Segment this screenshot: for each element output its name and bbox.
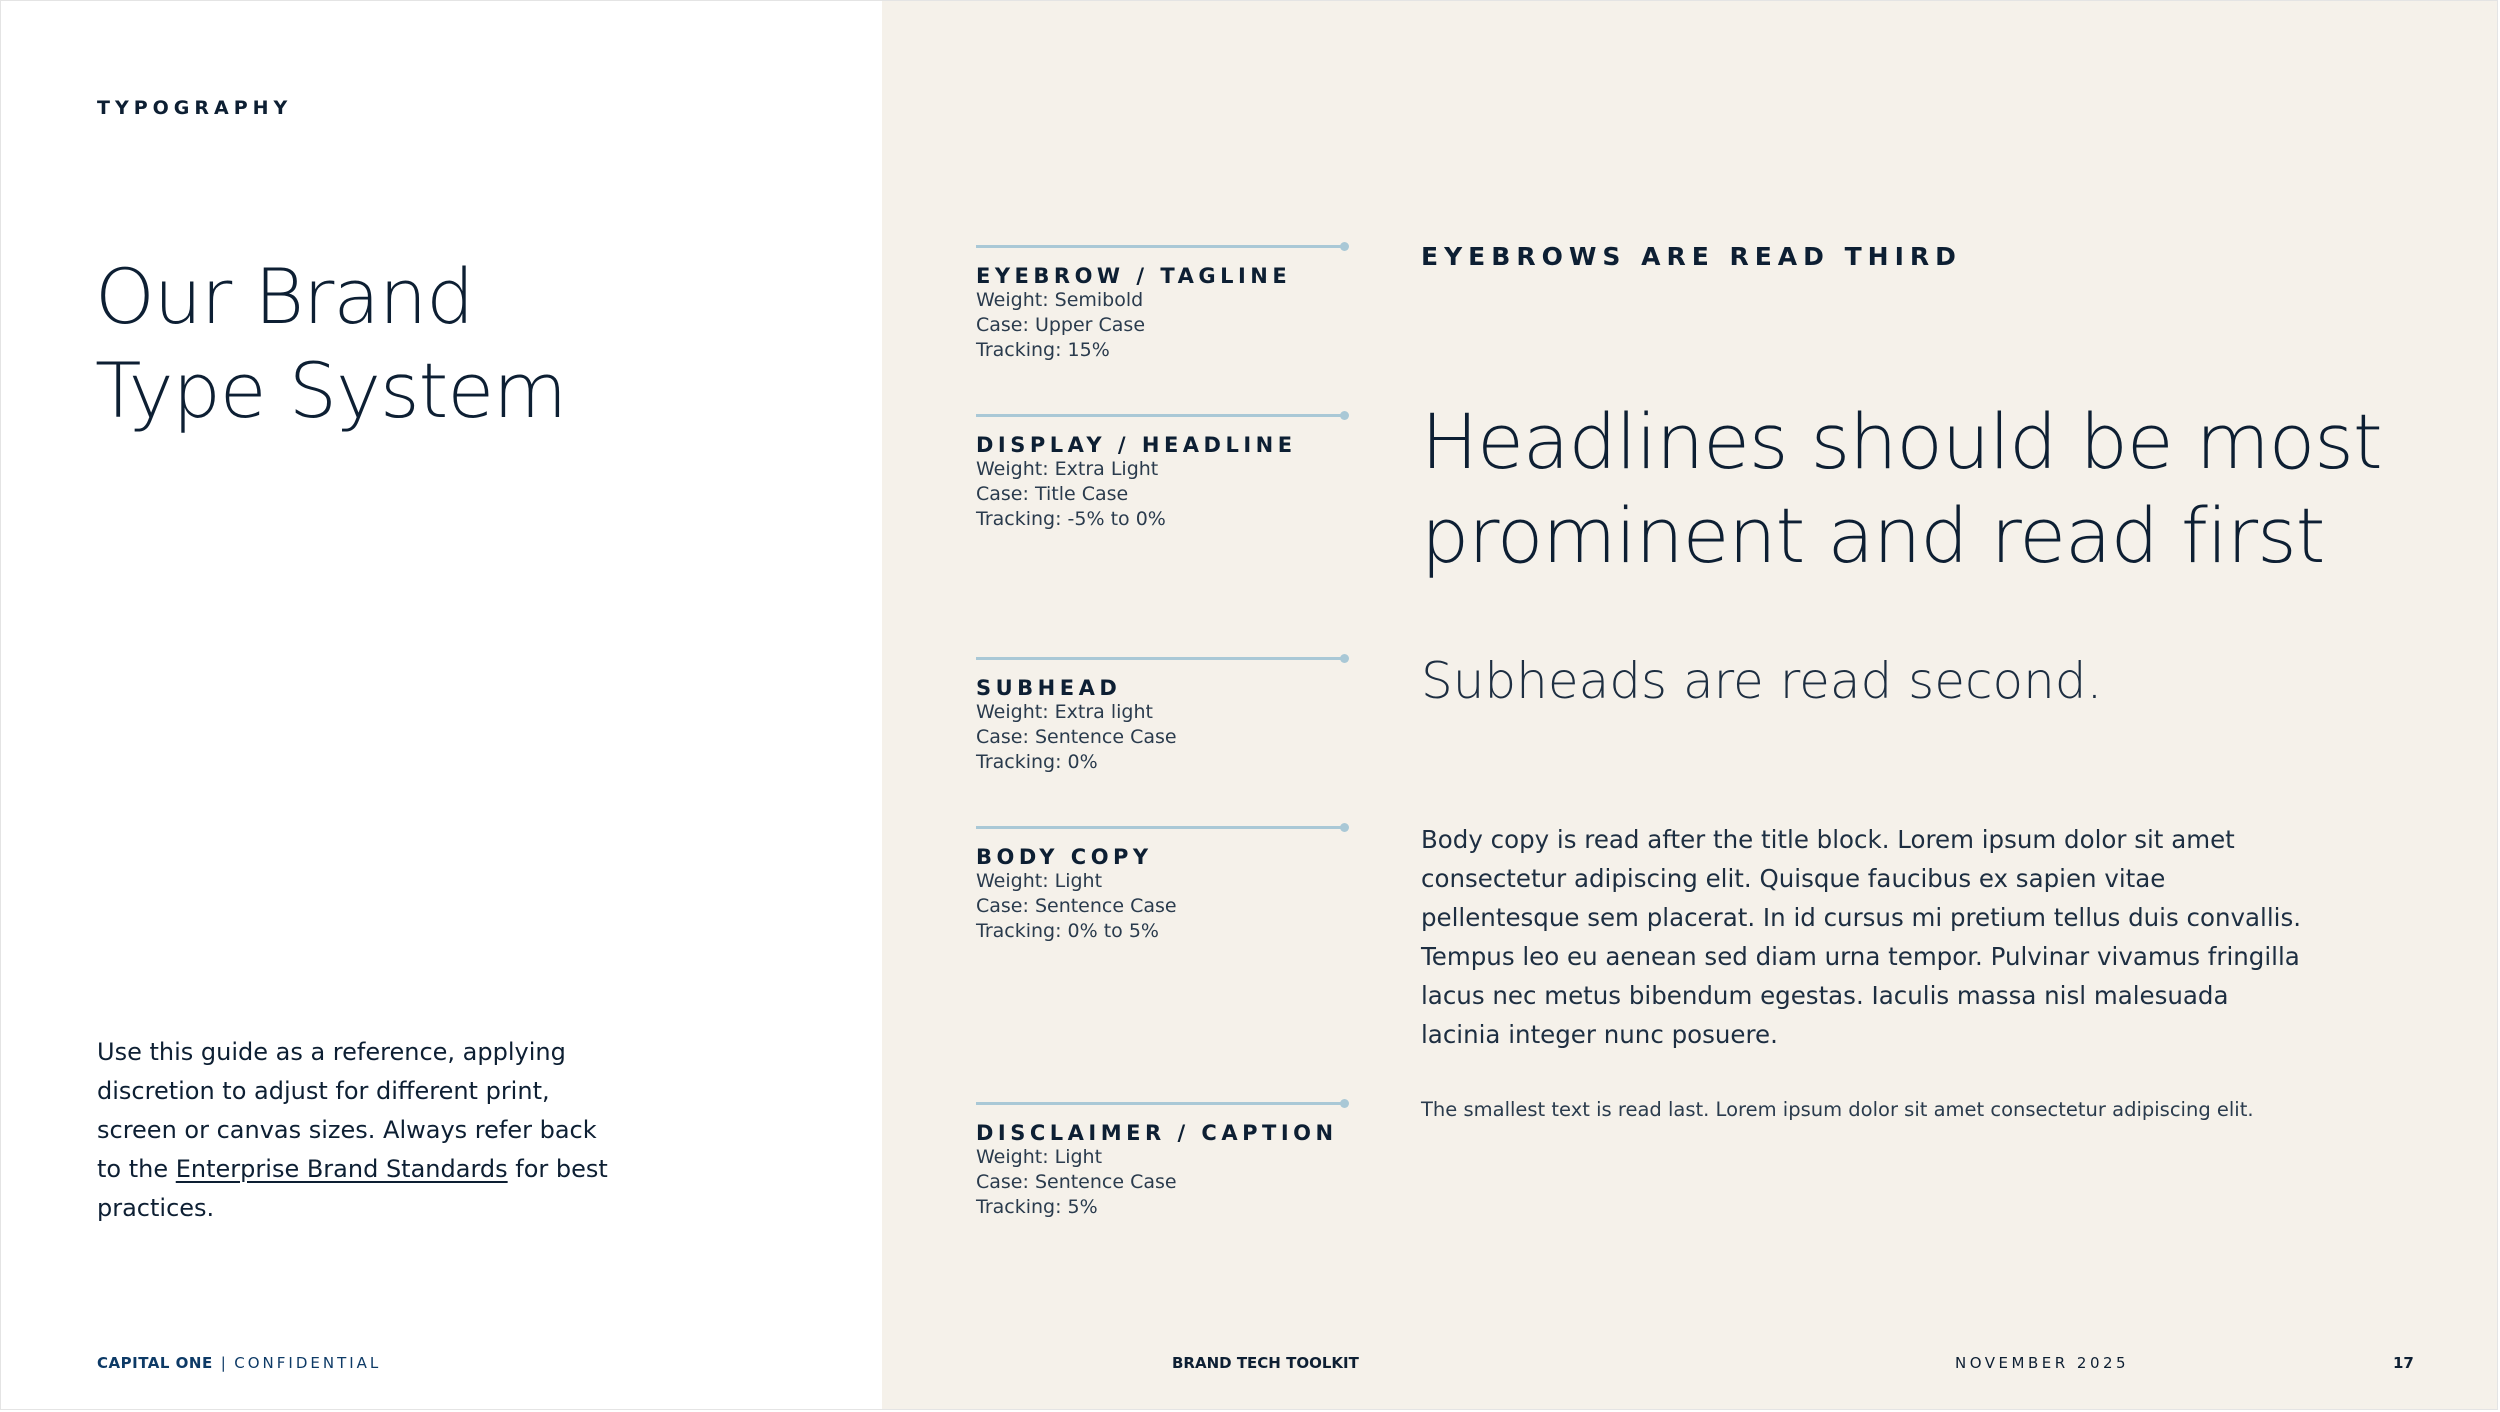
spec-divider (976, 245, 1346, 248)
enterprise-brand-standards-link[interactable]: Enterprise Brand Standards (175, 1155, 508, 1183)
spec-name: SUBHEAD (976, 676, 1122, 700)
spec-divider (976, 826, 1346, 829)
spec-body-copy (976, 826, 1351, 944)
page-title-line-2: Type System (95, 346, 567, 435)
example-headline: Headlines should be most prominent and read first (1421, 397, 2382, 580)
spec-tracking: Tracking: 0% to 5% (976, 920, 1159, 942)
intro-text-before-link: Use this guide as a reference, applying discretion to adjust for different print, screen or canvas sizes. Always refer back to the (97, 1038, 597, 1183)
spec-name: DISPLAY / HEADLINE (976, 433, 1297, 457)
example-subhead: Subheads are read second. (1421, 652, 2103, 710)
spec-eyebrow-tagline (976, 245, 1351, 363)
spec-divider (976, 414, 1346, 417)
spec-name: BODY COPY (976, 845, 1153, 869)
spec-weight: Weight: Extra Light (976, 458, 1159, 480)
spec-divider (976, 1102, 1346, 1105)
footer-toolkit-name: BRAND TECH TOOLKIT (1172, 1354, 1359, 1372)
spec-name: EYEBROW / TAGLINE (976, 264, 1292, 288)
footer-date: NOVEMBER 2025 (1955, 1354, 2130, 1372)
spec-case: Case: Upper Case (976, 314, 1146, 336)
spec-tracking: Tracking: 15% (976, 339, 1110, 361)
intro-text-after-link: for best practices. (97, 1155, 608, 1222)
spec-weight: Weight: Semibold (976, 289, 1144, 311)
spec-weight: Weight: Extra light (976, 701, 1153, 723)
spec-subhead (976, 657, 1351, 775)
spec-divider (976, 657, 1346, 660)
example-caption: The smallest text is read last. Lorem ipsum dolor sit amet consectetur adipiscing elit. (1421, 1098, 2254, 1121)
spec-weight: Weight: Light (976, 870, 1103, 892)
footer-brand (97, 1354, 381, 1372)
spec-weight: Weight: Light (976, 1146, 1103, 1168)
page-title-line-1: Our Brand (95, 252, 474, 341)
spec-tracking: Tracking: 0% (976, 751, 1098, 773)
example-body-copy: Body copy is read after the title block. Lorem ipsum dolor sit amet consectetur adipiscing elit. Quisque faucibus ex sapien vitae pellentesque sem placerat. In id cursus mi pretium tellus duis convallis. Tempus leo eu aenean sed diam urna tempor. Pulvinar vivamus fringilla lacus nec metus bibendum egestas. Iaculis massa nisl malesuada lacinia integer nunc posuere. (1421, 825, 2302, 1049)
spec-case: Case: Title Case (976, 483, 1129, 505)
spec-tracking: Tracking: -5% to 0% (976, 508, 1166, 530)
spec-case: Case: Sentence Case (976, 895, 1177, 917)
spec-disclaimer-caption (976, 1102, 1351, 1220)
footer-separator: | (220, 1354, 227, 1372)
section-label: TYPOGRAPHY (97, 97, 293, 119)
spec-display-headline (976, 414, 1351, 532)
example-eyebrow: EYEBROWS ARE READ THIRD (1421, 242, 1962, 271)
spec-tracking: Tracking: 5% (976, 1196, 1098, 1218)
footer-brand-name: CAPITAL ONE (97, 1354, 213, 1372)
spec-case: Case: Sentence Case (976, 726, 1177, 748)
page-title (95, 250, 566, 438)
page-number: 17 (2393, 1354, 2414, 1372)
spec-name: DISCLAIMER / CAPTION (976, 1121, 1338, 1145)
spec-case: Case: Sentence Case (976, 1171, 1177, 1193)
footer-confidential: CONFIDENTIAL (234, 1354, 382, 1372)
intro-paragraph (97, 1033, 617, 1228)
